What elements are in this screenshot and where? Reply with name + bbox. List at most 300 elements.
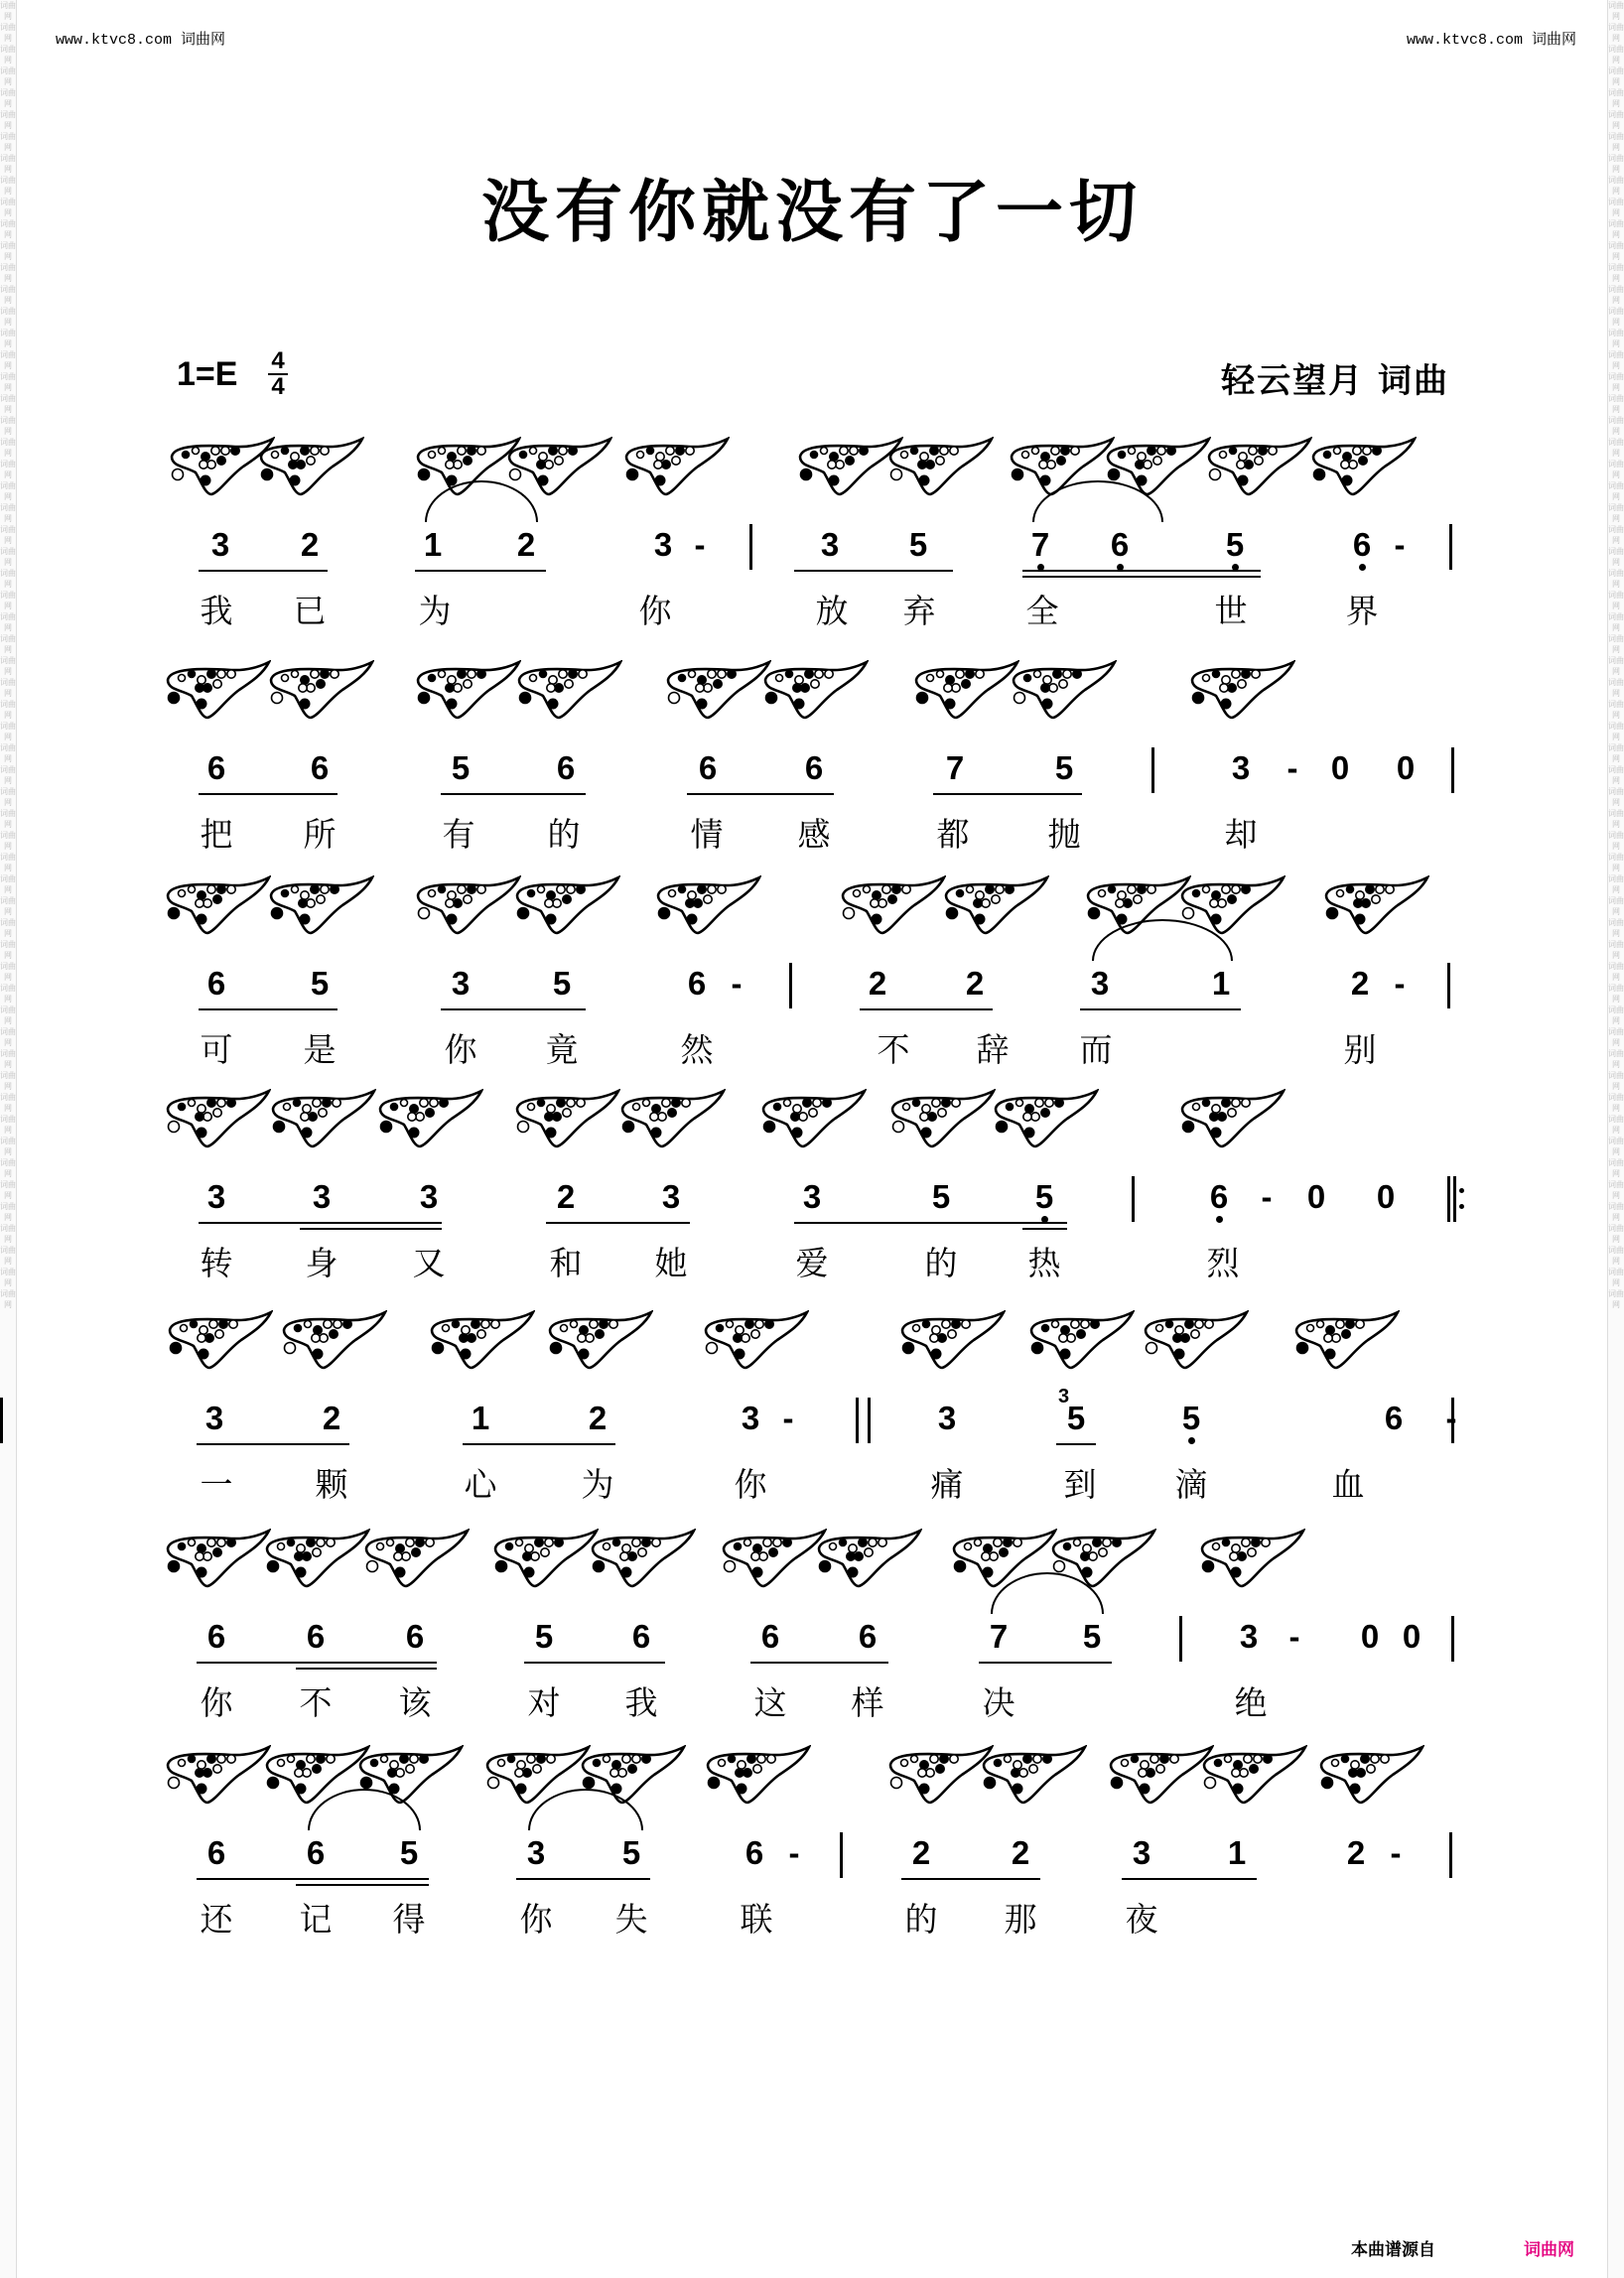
note: 6 xyxy=(556,749,576,786)
underline-beam xyxy=(1080,1008,1241,1010)
ocarina-fingering-icon xyxy=(511,1089,620,1148)
lyric: 滴 xyxy=(1174,1465,1208,1504)
composer-credit: 轻云望月 词曲 xyxy=(1221,361,1449,401)
low-octave-dot xyxy=(1359,564,1366,571)
underline-beam xyxy=(750,1662,888,1664)
note: - xyxy=(1261,1178,1273,1215)
underline-beam xyxy=(687,793,834,795)
underline-beam xyxy=(199,1222,442,1224)
underline-beam xyxy=(860,1008,993,1010)
note: 1 xyxy=(471,1400,490,1436)
lyric: 绝 xyxy=(1234,1683,1268,1722)
note: - xyxy=(788,1834,800,1871)
watermark-text: 词曲网 xyxy=(0,1115,16,1135)
lyric: 对 xyxy=(527,1683,561,1722)
watermark-text: 词曲网 xyxy=(1608,241,1624,261)
lyric: 已 xyxy=(293,592,327,630)
ocarina-fingering-icon xyxy=(162,1089,271,1148)
lyric: 一 xyxy=(200,1465,233,1504)
ocarina-fingering-icon xyxy=(718,1529,827,1588)
watermark-text: 词曲网 xyxy=(0,503,16,523)
note: 5 xyxy=(621,1834,641,1871)
lyric: 不 xyxy=(877,1030,910,1069)
watermark-text: 词曲网 xyxy=(1608,285,1624,305)
note: 6 xyxy=(698,749,718,786)
watermark-text: 词曲网 xyxy=(1608,1268,1624,1287)
note: 2 xyxy=(911,1834,931,1871)
lyric: 你 xyxy=(444,1030,477,1069)
score-row xyxy=(0,1529,1624,1742)
ocarina-fingering-icon xyxy=(616,1089,726,1148)
underline-beam xyxy=(199,570,328,572)
lyric: 弃 xyxy=(902,592,936,630)
watermark-text: 词曲网 xyxy=(0,1246,16,1266)
lyric: 不 xyxy=(299,1683,333,1722)
footer-source-label: 本曲谱源自 xyxy=(1351,2240,1435,2260)
ocarina-fingering-icon xyxy=(164,1310,273,1370)
watermark-text: 词曲网 xyxy=(1608,547,1624,567)
barline xyxy=(1179,1616,1182,1662)
ocarina-fingering-icon xyxy=(162,660,271,720)
note: 5 xyxy=(1034,1178,1054,1215)
watermark-text: 词曲网 xyxy=(0,285,16,305)
lyric: 抛 xyxy=(1047,815,1081,854)
watermark-text: 词曲网 xyxy=(1608,416,1624,436)
note: 0 xyxy=(1402,1618,1421,1655)
underline-beam xyxy=(516,1878,650,1880)
watermark-text: 词曲网 xyxy=(0,198,16,217)
note: 3 xyxy=(206,1178,226,1215)
ocarina-fingering-icon xyxy=(620,437,730,496)
ocarina-fingering-icon xyxy=(757,1089,867,1148)
lyric: 辞 xyxy=(976,1030,1010,1069)
note: 2 xyxy=(322,1400,341,1436)
watermark-text: 词曲网 xyxy=(1608,1,1624,21)
time-bottom: 4 xyxy=(271,373,285,400)
lyric: 烈 xyxy=(1206,1244,1240,1282)
barline xyxy=(789,963,792,1008)
note: 3 xyxy=(312,1178,332,1215)
time-top: 4 xyxy=(271,347,285,374)
lyric: 到 xyxy=(1063,1465,1097,1504)
lyric: 你 xyxy=(200,1683,233,1722)
note: 2 xyxy=(588,1400,608,1436)
watermark-text: 词曲网 xyxy=(1608,831,1624,851)
lyric: 是 xyxy=(303,1030,337,1069)
ocarina-fingering-icon xyxy=(652,875,761,935)
barline xyxy=(840,1832,843,1878)
note: 0 xyxy=(1330,749,1350,786)
lyric: 而 xyxy=(1079,1030,1113,1069)
note: 1 xyxy=(1227,1834,1247,1871)
underline-beam xyxy=(979,1662,1112,1664)
watermark-text: 词曲网 xyxy=(1608,307,1624,327)
watermark-text: 词曲网 xyxy=(0,1268,16,1287)
underline-beam xyxy=(415,570,546,572)
lyric: 然 xyxy=(680,1030,714,1069)
barline xyxy=(1132,1176,1135,1222)
note: 6 xyxy=(804,749,824,786)
header-left-url: www.ktvc8.com 词曲网 xyxy=(56,32,226,49)
barline xyxy=(1449,524,1452,570)
lyric: 的 xyxy=(547,815,581,854)
watermark-text: 词曲网 xyxy=(0,1180,16,1200)
watermark-text: 词曲网 xyxy=(1608,350,1624,370)
watermark-text: 词曲网 xyxy=(0,176,16,196)
ocarina-fingering-icon xyxy=(884,437,994,496)
ocarina-fingering-icon xyxy=(1320,875,1429,935)
watermark-text: 词曲网 xyxy=(1608,765,1624,785)
lyric: 为 xyxy=(418,592,452,630)
watermark-text: 词曲网 xyxy=(0,394,16,414)
underline-beam xyxy=(524,1662,665,1664)
watermark-text: 词曲网 xyxy=(1608,940,1624,960)
note: 5 xyxy=(908,526,928,563)
note: 3 xyxy=(210,526,230,563)
lyric: 联 xyxy=(740,1900,773,1939)
note: 6 xyxy=(1352,526,1372,563)
watermark-text: 词曲网 xyxy=(0,678,16,698)
underline-beam xyxy=(1022,570,1261,572)
watermark-text: 词曲网 xyxy=(0,110,16,130)
watermark-text: 词曲网 xyxy=(0,547,16,567)
watermark-text: 词曲网 xyxy=(0,743,16,763)
note: 5 xyxy=(1082,1618,1102,1655)
watermark-text: 词曲网 xyxy=(0,1137,16,1156)
note: 6 xyxy=(206,1834,226,1871)
watermark-text: 词曲网 xyxy=(1608,1005,1624,1025)
watermark-text: 词曲网 xyxy=(0,853,16,872)
lyric: 别 xyxy=(1343,1030,1377,1069)
watermark-text: 词曲网 xyxy=(0,1049,16,1069)
note: - xyxy=(731,965,743,1002)
ocarina-fingering-icon xyxy=(700,1310,809,1370)
double-underline-beam xyxy=(1022,576,1261,578)
lyric: 热 xyxy=(1027,1244,1061,1282)
watermark-text: 词曲网 xyxy=(1608,918,1624,938)
note: 6 xyxy=(306,1834,326,1871)
ocarina-fingering-icon xyxy=(412,875,521,935)
lyric: 你 xyxy=(734,1465,767,1504)
note: 1 xyxy=(1211,965,1231,1002)
note: 6 xyxy=(744,1834,764,1871)
watermark-text: 词曲网 xyxy=(1608,23,1624,43)
watermark-text: 词曲网 xyxy=(0,460,16,479)
watermark-text: 词曲网 xyxy=(1608,787,1624,807)
ocarina-fingering-icon xyxy=(265,875,374,935)
watermark-text: 词曲网 xyxy=(0,372,16,392)
ocarina-fingering-icon xyxy=(162,1529,271,1588)
watermark-text: 词曲网 xyxy=(0,1,16,21)
ocarina-fingering-icon xyxy=(426,1310,535,1370)
ocarina-fingering-icon xyxy=(374,1089,483,1148)
low-octave-dot xyxy=(1117,564,1124,571)
watermark-text: 词曲网 xyxy=(1608,198,1624,217)
watermark-text: 词曲网 xyxy=(1608,1180,1624,1200)
lyric: 界 xyxy=(1345,592,1379,630)
watermark-text: 词曲网 xyxy=(1608,656,1624,676)
ocarina-fingering-icon xyxy=(412,660,521,720)
note: 3 xyxy=(802,1178,822,1215)
lyric: 失 xyxy=(614,1900,648,1939)
watermark-text: 词曲网 xyxy=(1608,1093,1624,1113)
note: 3 xyxy=(653,526,673,563)
ocarina-fingering-icon xyxy=(587,1529,696,1588)
note: 6 xyxy=(206,749,226,786)
barline xyxy=(1151,747,1154,793)
score-row xyxy=(0,1745,1624,1958)
lyric: 为 xyxy=(581,1465,614,1504)
watermark-text: 词曲网 xyxy=(0,1224,16,1244)
lyric: 爱 xyxy=(795,1244,829,1282)
double-underline-beam xyxy=(296,1668,437,1670)
underline-beam xyxy=(794,1222,1067,1224)
watermark-text: 词曲网 xyxy=(0,656,16,676)
note: 2 xyxy=(516,526,536,563)
note: 2 xyxy=(1346,1834,1366,1871)
watermark-text: 词曲网 xyxy=(1608,394,1624,414)
watermark-text: 词曲网 xyxy=(1608,853,1624,872)
watermark-text: 词曲网 xyxy=(0,722,16,741)
note: 3 xyxy=(820,526,840,563)
note: 5 xyxy=(399,1834,419,1871)
watermark-text: 词曲网 xyxy=(0,569,16,589)
score-row xyxy=(0,1310,1624,1524)
lyric: 心 xyxy=(464,1465,497,1504)
watermark-text: 词曲网 xyxy=(0,896,16,916)
ocarina-fingering-icon xyxy=(513,660,622,720)
note: 5 xyxy=(552,965,572,1002)
note: 3 xyxy=(526,1834,546,1871)
low-octave-dot xyxy=(1216,1216,1223,1223)
watermark-text: 词曲网 xyxy=(1608,1115,1624,1135)
lyric: 和 xyxy=(549,1244,583,1282)
note: - xyxy=(1394,965,1406,1002)
footer-brand: 词曲网 xyxy=(1524,2240,1574,2260)
underline-beam xyxy=(199,1008,338,1010)
watermark-text: 词曲网 xyxy=(0,1005,16,1025)
note: - xyxy=(694,526,706,563)
key-signature: 1=E xyxy=(177,355,238,393)
lyric: 又 xyxy=(412,1244,446,1282)
watermark-text: 词曲网 xyxy=(0,241,16,261)
ocarina-fingering-icon xyxy=(511,875,620,935)
barline xyxy=(1449,1832,1452,1878)
watermark-text: 词曲网 xyxy=(1608,722,1624,741)
note: 3 xyxy=(204,1400,224,1436)
low-octave-dot xyxy=(1188,1437,1195,1444)
note: 5 xyxy=(534,1618,554,1655)
underline-beam xyxy=(546,1222,690,1224)
lyric: 这 xyxy=(753,1683,787,1722)
lyric: 你 xyxy=(638,592,672,630)
barline xyxy=(1447,963,1450,1008)
watermark-text: 词曲网 xyxy=(1608,438,1624,458)
watermark-text: 词曲网 xyxy=(1608,1246,1624,1266)
underline-beam xyxy=(441,793,586,795)
watermark-text: 词曲网 xyxy=(0,809,16,829)
score-row xyxy=(0,660,1624,873)
note: 2 xyxy=(1350,965,1370,1002)
note: 2 xyxy=(300,526,320,563)
lyric: 我 xyxy=(624,1683,658,1722)
watermark-text: 词曲网 xyxy=(1608,809,1624,829)
lyric: 的 xyxy=(924,1244,958,1282)
watermark-text: 词曲网 xyxy=(1608,45,1624,65)
watermark-text: 词曲网 xyxy=(0,1202,16,1222)
barline xyxy=(1451,1398,1454,1443)
ocarina-fingering-icon xyxy=(990,1089,1099,1148)
watermark-text: 词曲网 xyxy=(1608,176,1624,196)
lyric: 你 xyxy=(519,1900,553,1939)
lyric: 世 xyxy=(1214,592,1248,630)
ocarina-fingering-icon xyxy=(1186,660,1295,720)
lyric: 夜 xyxy=(1125,1900,1158,1939)
watermark-text: 词曲网 xyxy=(0,918,16,938)
watermark-text: 词曲网 xyxy=(0,132,16,152)
note: 6 xyxy=(405,1618,425,1655)
ocarina-fingering-icon xyxy=(503,437,612,496)
ocarina-fingering-icon xyxy=(265,660,374,720)
note: 0 xyxy=(1396,749,1416,786)
underline-beam xyxy=(933,793,1082,795)
watermark-text: 词曲网 xyxy=(0,350,16,370)
underline-beam xyxy=(1122,1878,1257,1880)
header-right-url: www.ktvc8.com 词曲网 xyxy=(1406,32,1576,49)
note: 3 xyxy=(451,965,471,1002)
watermark-text: 词曲网 xyxy=(1608,634,1624,654)
watermark-text: 词曲网 xyxy=(1608,372,1624,392)
note: 5 xyxy=(310,965,330,1002)
watermark-text: 词曲网 xyxy=(1608,743,1624,763)
note: 6 xyxy=(760,1618,780,1655)
lyric: 感 xyxy=(797,815,831,854)
watermark-text: 词曲网 xyxy=(1608,460,1624,479)
ocarina-fingering-icon xyxy=(544,1310,653,1370)
lyric: 有 xyxy=(442,815,475,854)
underline-beam xyxy=(794,570,953,572)
note: - xyxy=(1390,1834,1402,1871)
note: - xyxy=(1288,1618,1300,1655)
watermark-text: 词曲网 xyxy=(0,438,16,458)
ocarina-fingering-icon xyxy=(662,660,771,720)
ocarina-fingering-icon xyxy=(278,1310,387,1370)
ocarina-fingering-icon xyxy=(1315,1745,1424,1805)
watermark-text: 词曲网 xyxy=(1608,67,1624,86)
watermark-text: 词曲网 xyxy=(1608,1224,1624,1244)
ocarina-fingering-icon xyxy=(162,1745,271,1805)
note: 3 xyxy=(1132,1834,1151,1871)
ocarina-fingering-icon xyxy=(896,1310,1006,1370)
underline-beam xyxy=(463,1443,615,1445)
ocarina-fingering-icon xyxy=(489,1529,599,1588)
watermark-text: 词曲网 xyxy=(0,984,16,1004)
score-row xyxy=(0,1089,1624,1302)
watermark-text: 词曲网 xyxy=(1608,1049,1624,1069)
note: 5 xyxy=(1054,749,1074,786)
watermark-text: 词曲网 xyxy=(0,1158,16,1178)
watermark-text: 词曲网 xyxy=(0,1289,16,1309)
watermark-text: 词曲网 xyxy=(1608,219,1624,239)
watermark-text: 词曲网 xyxy=(0,1093,16,1113)
ocarina-fingering-icon xyxy=(837,875,946,935)
ocarina-fingering-icon xyxy=(813,1529,922,1588)
barline xyxy=(1451,1616,1454,1662)
watermark-text: 词曲网 xyxy=(1608,481,1624,501)
underline-beam xyxy=(1056,1443,1096,1445)
barline xyxy=(0,1398,3,1443)
ocarina-fingering-icon xyxy=(910,660,1019,720)
lyric: 颗 xyxy=(315,1465,348,1504)
repeat-sign xyxy=(1447,1176,1463,1222)
ocarina-fingering-icon xyxy=(978,1745,1087,1805)
note: 6 xyxy=(1384,1400,1404,1436)
lyric: 情 xyxy=(690,815,724,854)
lyric: 全 xyxy=(1025,592,1059,630)
note: 3 xyxy=(1090,965,1110,1002)
lyric: 都 xyxy=(936,815,970,854)
lyric: 得 xyxy=(392,1900,426,1939)
watermark-text: 词曲网 xyxy=(1608,1071,1624,1091)
lyric: 那 xyxy=(1004,1900,1037,1939)
lyric: 把 xyxy=(200,815,233,854)
watermark-text: 词曲网 xyxy=(0,23,16,43)
barline xyxy=(1451,747,1454,793)
note: 0 xyxy=(1306,1178,1326,1215)
low-octave-dot xyxy=(1041,1216,1048,1223)
watermark-text: 词曲网 xyxy=(1608,1202,1624,1222)
watermark-text: 词曲网 xyxy=(0,329,16,348)
underline-beam xyxy=(199,793,338,795)
note: 5 xyxy=(931,1178,951,1215)
note: 2 xyxy=(868,965,887,1002)
underline-beam xyxy=(441,1008,586,1010)
ocarina-fingering-icon xyxy=(267,1089,376,1148)
watermark-text: 词曲网 xyxy=(1608,525,1624,545)
watermark-text: 词曲网 xyxy=(1608,1027,1624,1047)
watermark-text: 词曲网 xyxy=(0,416,16,436)
note: 5 xyxy=(1225,526,1245,563)
watermark-text: 词曲网 xyxy=(1608,591,1624,610)
lyric: 却 xyxy=(1224,815,1258,854)
note: 6 xyxy=(687,965,707,1002)
note: - xyxy=(1394,526,1406,563)
ocarina-fingering-icon xyxy=(1203,437,1312,496)
watermark-text: 词曲网 xyxy=(1608,110,1624,130)
ocarina-fingering-icon xyxy=(886,1089,996,1148)
lyric: 痛 xyxy=(930,1465,964,1504)
lyric: 血 xyxy=(1331,1465,1365,1504)
ocarina-fingering-icon xyxy=(255,437,364,496)
underline-beam xyxy=(197,1443,349,1445)
note: 2 xyxy=(1011,1834,1030,1871)
ocarina-fingering-icon xyxy=(162,875,271,935)
watermark-text: 词曲网 xyxy=(0,219,16,239)
double-underline-beam xyxy=(300,1228,442,1230)
note: 6 xyxy=(206,1618,226,1655)
ocarina-fingering-icon xyxy=(1290,1310,1400,1370)
watermark-text: 词曲网 xyxy=(1608,329,1624,348)
song-title: 没有你就没有了一切 xyxy=(480,173,1143,252)
watermark-text: 词曲网 xyxy=(0,1027,16,1047)
watermark-text: 词曲网 xyxy=(0,831,16,851)
ocarina-fingering-icon xyxy=(261,1529,370,1588)
lyric: 还 xyxy=(200,1900,233,1939)
note: 7 xyxy=(1030,526,1050,563)
note: 6 xyxy=(1110,526,1130,563)
note: 5 xyxy=(1066,1400,1086,1436)
ocarina-fingering-icon xyxy=(702,1745,811,1805)
